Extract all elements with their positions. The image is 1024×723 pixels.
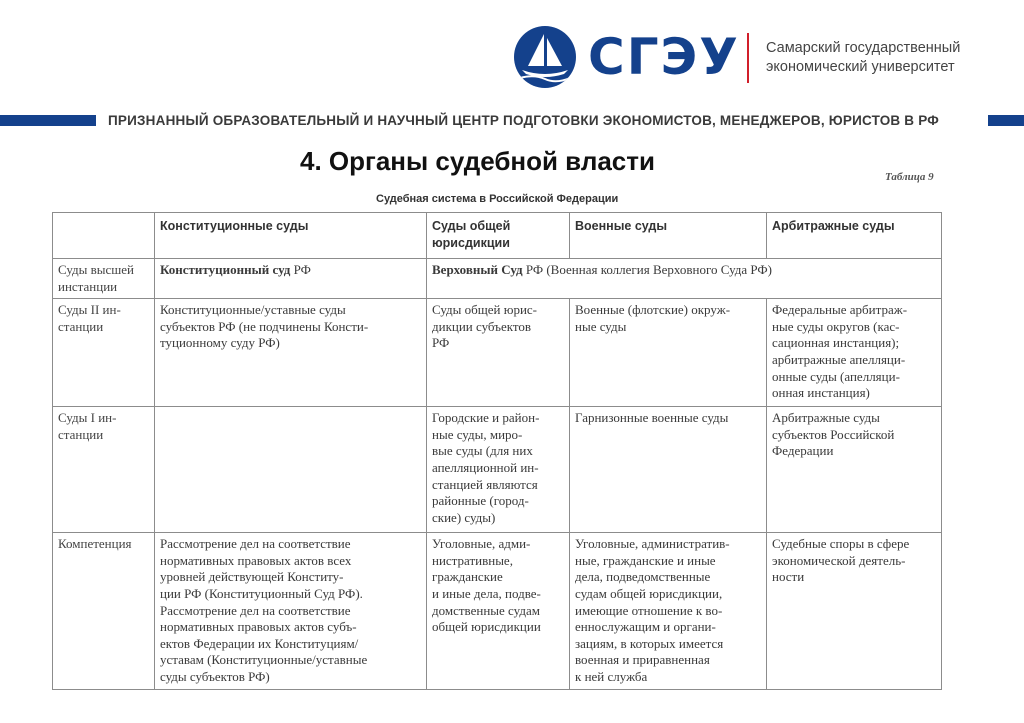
- table-header-row: [53, 213, 942, 259]
- band-bar-right: [988, 115, 1024, 126]
- cell-line: экономической деятель-: [772, 552, 906, 568]
- cell-line: уровней действующей Конститу-: [160, 569, 344, 585]
- university-name-line-1: Самарский государственный: [766, 40, 961, 56]
- cell-line: станцией являются: [432, 476, 538, 492]
- table-row-supreme: [53, 259, 942, 299]
- cell-line: ные, гражданские и иные: [575, 552, 716, 568]
- cell-line: Военные (флотские) окруж-: [575, 302, 731, 318]
- header-general-line: юрисдикции: [432, 235, 510, 250]
- cell-supreme-court: [427, 259, 942, 299]
- cell-line: дикции субъектов: [432, 318, 532, 334]
- university-name-line-2: экономический университет: [766, 59, 955, 75]
- cell-line: Рассмотрение дел на соответствие: [160, 536, 351, 552]
- cell-line: еннослужащим и органи-: [575, 619, 716, 635]
- cell-line: к ней служба: [575, 668, 648, 684]
- row-label-competence: [53, 533, 155, 690]
- cell-line: нистративные,: [432, 552, 513, 568]
- cell-second-general: [427, 299, 570, 407]
- row-label-line: станции: [58, 318, 104, 334]
- cell-line: ектов Федерации их Конституциям/: [160, 635, 359, 651]
- cell-line: Федеральные арбитраж-: [772, 302, 908, 318]
- cell-line: судам общей юрисдикции,: [575, 585, 723, 601]
- cell-second-constitutional: [155, 299, 427, 407]
- cell-line: онные суды (апелляци-: [772, 368, 900, 384]
- cell-line: Городские и район-: [432, 410, 540, 426]
- cell-line: имеющие отношение к во-: [575, 602, 723, 618]
- table-caption: Судебная система в Российской Федерации: [376, 193, 619, 205]
- cell-line: Арбитражные суды: [772, 410, 880, 426]
- court-system-table: [52, 212, 942, 690]
- slide-title: 4. Органы судебной власти: [300, 146, 655, 176]
- cell-line: Судебные споры в сфере: [772, 536, 910, 552]
- row-label-line: Суды II ин-: [58, 302, 121, 318]
- cell-line: субъектов Российской: [772, 426, 895, 442]
- header-cell-constitutional: Конституционные суды: [155, 213, 427, 259]
- logo-wordmark: СГЭУ: [588, 28, 740, 86]
- cell-line: субъектов РФ (не подчинены Консти-: [160, 318, 369, 334]
- cell-line: арбитражные апелляци-: [772, 351, 906, 367]
- cell-first-general: [427, 407, 570, 533]
- header-cell-arbitration: Арбитражные суды: [767, 213, 942, 259]
- tagline-band: [0, 113, 1024, 129]
- cell-line: гражданские: [432, 569, 503, 585]
- cell-line: Уголовные, административ-: [575, 536, 730, 552]
- cell-first-arbitration: [767, 407, 942, 533]
- cell-line: ности: [772, 569, 805, 585]
- cell-line: домственные судам: [432, 602, 540, 618]
- logo-divider: [747, 33, 749, 83]
- tagline: ПРИЗНАННЫЙ ОБРАЗОВАТЕЛЬНЫЙ И НАУЧНЫЙ ЦЕНТР ПОДГОТОВКИ ЭКОНОМИСТОВ, МЕНЕДЖЕРОВ, ЮРИСТОВ В РФ: [108, 113, 939, 128]
- cell-first-military: [570, 407, 767, 533]
- row-label-line: Суды I ин-: [58, 410, 117, 426]
- row-label-second: [53, 299, 155, 407]
- cell-line: ные суды округов (кас-: [772, 318, 900, 334]
- row-label-line: Компетенция: [58, 536, 132, 552]
- cell-line: Суды общей юрис-: [432, 302, 537, 318]
- cell-line: районные (город-: [432, 493, 529, 509]
- supreme-court-suffix: РФ (Военная коллегия Верховного Суда РФ): [522, 262, 773, 277]
- cell-first-constitutional-empty: [155, 407, 427, 533]
- cell-competence-military: [570, 533, 767, 690]
- header-cell-military: Военные суды: [570, 213, 767, 259]
- cell-line: Конституционные/уставные суды: [160, 302, 346, 318]
- cell-line: Федерации: [772, 443, 834, 459]
- cell-competence-general: [427, 533, 570, 690]
- cell-line: РФ: [432, 335, 450, 351]
- row-label-line: станции: [58, 426, 104, 442]
- cell-line: апелляционной ин-: [432, 459, 539, 475]
- header-cell-empty: [53, 213, 155, 259]
- cell-line: зациям, в которых имеется: [575, 635, 724, 651]
- cell-line: вые суды (для них: [432, 443, 533, 459]
- cell-line: ские) суды): [432, 509, 496, 525]
- cell-line: дела, подведомственные: [575, 569, 711, 585]
- row-label-first: [53, 407, 155, 533]
- cell-line: онная инстанция): [772, 385, 870, 401]
- band-bar-left: [0, 115, 96, 126]
- cell-line: ные суды, миро-: [432, 426, 523, 442]
- cell-line: Гарнизонные военные суды: [575, 410, 729, 426]
- cell-second-military: [570, 299, 767, 407]
- cell-line: общей юрисдикции: [432, 619, 541, 635]
- cell-line: и иные дела, подве-: [432, 585, 541, 601]
- table-row-second-instance: [53, 299, 942, 407]
- cell-competence-arbitration: [767, 533, 942, 690]
- cell-line: сационная инстанция);: [772, 335, 900, 351]
- cell-second-arbitration: [767, 299, 942, 407]
- cell-competence-constitutional: [155, 533, 427, 690]
- cell-line: уставам (Конституционные/уставные: [160, 652, 368, 668]
- cell-line: нормативных правовых актов всех: [160, 552, 352, 568]
- row-label-line: Суды высшей: [58, 262, 135, 277]
- row-label-line: инстанции: [58, 278, 118, 294]
- sailboat-logo-icon: [514, 26, 576, 88]
- cell-line: суды субъектов РФ): [160, 668, 270, 684]
- cell-line: ные суды: [575, 318, 627, 334]
- table-number: Таблица 9: [885, 171, 934, 183]
- cell-constitutional-court: [155, 259, 427, 299]
- cell-line: Рассмотрение дел на соответствие: [160, 602, 351, 618]
- table-row-competence: [53, 533, 942, 690]
- cell-line: нормативных правовых актов субъ-: [160, 619, 357, 635]
- header-cell-general: [427, 213, 570, 259]
- supreme-court-name: Верховный Суд: [432, 262, 523, 277]
- header-general-line: Суды общей: [432, 219, 511, 233]
- table-row-first-instance: [53, 407, 942, 533]
- cell-line: ции РФ (Конституционный Суд РФ).: [160, 585, 363, 601]
- cell-line: Уголовные, адми-: [432, 536, 531, 552]
- row-label-supreme: [53, 259, 155, 299]
- cell-line: туционному суду РФ): [160, 335, 280, 351]
- constitutional-court-name: Конституционный суд: [160, 262, 291, 277]
- cell-line: военная и приравненная: [575, 652, 710, 668]
- constitutional-court-suffix: РФ: [290, 262, 311, 277]
